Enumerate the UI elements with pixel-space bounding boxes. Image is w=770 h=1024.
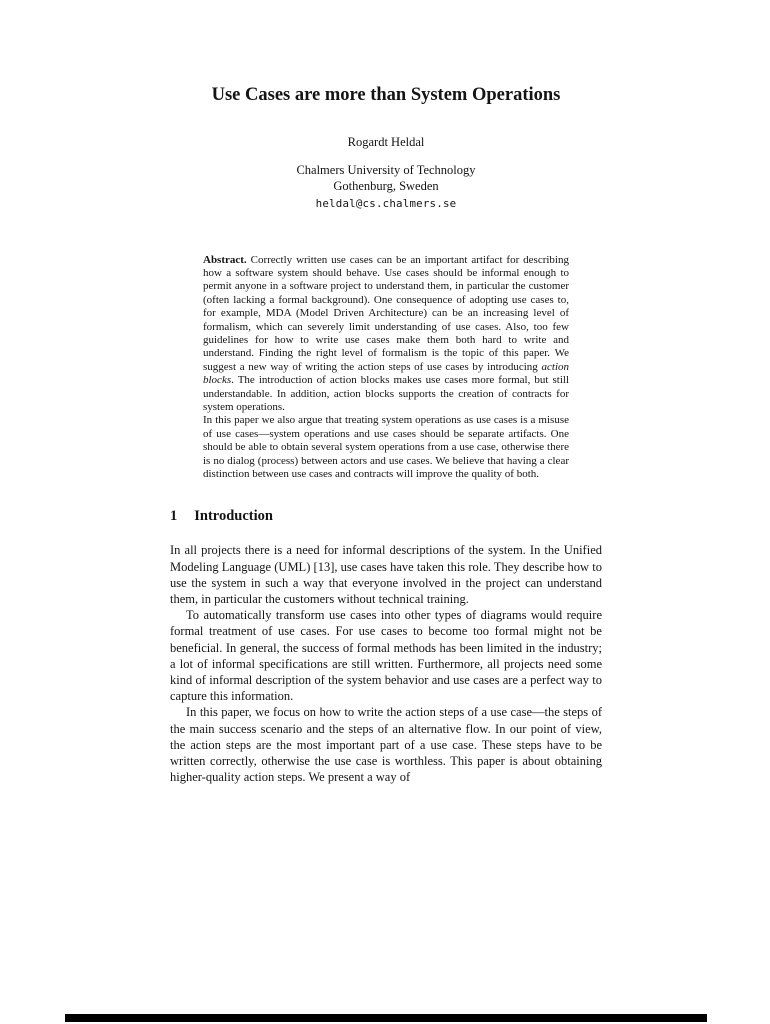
section-number: 1 (170, 508, 178, 525)
abstract (203, 254, 569, 482)
abstract-text-1: Correctly written use cases can be an important artifact for describing how a software system should behave. Use cases should be informal enough to permit anyone in a software project to understand them, in particular the customer (often lacking a formal background). One consequence of adopting use cases to, for example, MDA (Model Driven Architecture) can be an increasing level of formalism, which can severely limit understanding of use cases. Also, too few guidelines for how to write use cases make them both hard to write and understand. Finding the right level of formalism is the topic of this paper. We suggest a new way of writing the action steps of use cases by introducing (203, 253, 569, 373)
intro-paragraph-3: In this paper, we focus on how to write the action steps of a use case—the steps of the main success scenario and the steps of an alternative flow. In our point of view, the action steps are the most important part of a use case. These steps have to be written correctly, otherwise the use case is worthless. This paper is about obtaining higher-quality action steps. We present a way of (170, 705, 602, 785)
abstract-paragraph-1 (203, 254, 569, 415)
page-bottom-edge (65, 1014, 707, 1022)
abstract-paragraph-2: In this paper we also argue that treating system operations as use cases is a misuse of use cases—system operations and use cases should be separate artifacts. One should be able to obtain several system operations from a use case, otherwise there is no dialog (process) between actors and use cases. We believe that having a clear distinction between use cases and contracts will improve the quality of both. (203, 414, 569, 480)
abstract-label: Abstract. (203, 253, 247, 266)
section-heading (170, 507, 602, 525)
section-title: Introduction (194, 508, 273, 525)
affiliation-city: Gothenburg, Sweden (333, 178, 439, 193)
affiliation-block (170, 163, 602, 212)
affiliation-university: Chalmers University of Technology (296, 163, 476, 177)
abstract-italic-term: action blocks (203, 360, 569, 387)
author-email: heldal@cs.chalmers.se (315, 197, 457, 210)
author-name: Rogardt Heldal (347, 135, 425, 149)
intro-paragraph-1: In all projects there is a need for informal descriptions of the system. In the Unified Modeling Language (UML) [13], use cases have taken this role. They describe how to use the system in such a way that everyone involved in the project can understand them, in particular the customers without technical training. (170, 543, 602, 607)
page-content (170, 84, 602, 785)
intro-paragraph-2: To automatically transform use cases into other types of diagrams would require formal treatment of use cases. For use cases to become too formal might not be beneficial. In general, the success of formal methods has been limited in the industry; a lot of informal specifications are still written. Furthermore, all projects need some kind of informal description of the system behavior and use cases are a perfect way to capture this information. (170, 608, 602, 704)
paper-title: Use Cases are more than System Operations (211, 85, 561, 105)
abstract-text-2: . The introduction of action blocks makes use cases more formal, but still understandable. In addition, action blocks supports the creation of contracts for system operations. (203, 374, 569, 413)
